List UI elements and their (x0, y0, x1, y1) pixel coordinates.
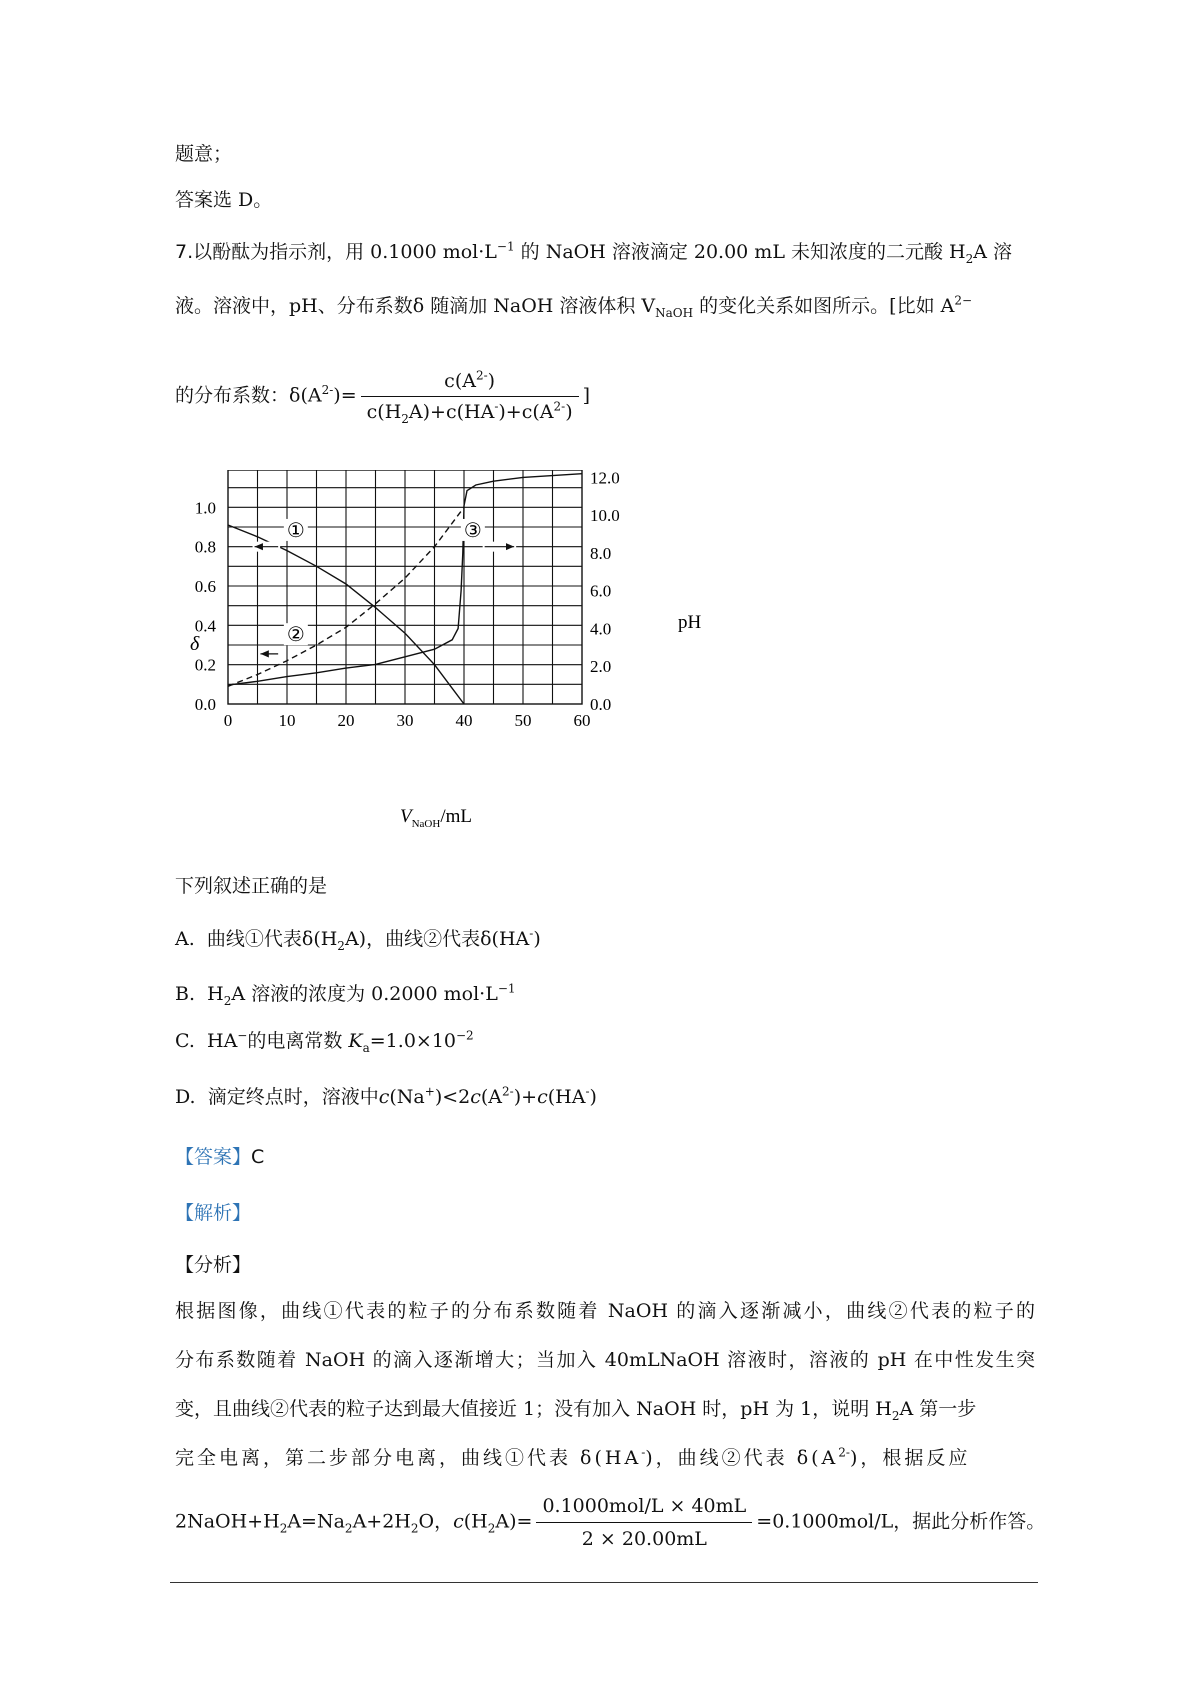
question-stem-line-3 (175, 368, 590, 425)
y-right-tick-label: 10.0 (590, 506, 620, 526)
x-tick-label: 30 (396, 711, 414, 730)
stem-text: 的分布系数： (175, 384, 290, 407)
subscript: 2 (487, 1521, 496, 1536)
x-tick-label: 0 (223, 711, 233, 730)
formula-text: ) (565, 401, 573, 423)
option-b (175, 980, 516, 1008)
intro-line-1: 题意； (175, 143, 233, 165)
analysis-line-2: 分布系数随着 NaOH 的滴入逐渐增大；当加入 40mLNaOH 溶液时，溶液的 pH 在中性发生突 (175, 1349, 1035, 1371)
y-right-tick-label: 8.0 (590, 543, 612, 563)
analysis-line-4 (175, 1444, 970, 1472)
formula-text: )+ (513, 1086, 538, 1108)
superscript: 2- (838, 1445, 850, 1460)
stem-text: A 溶 (973, 241, 1012, 263)
stem-text: 的变化关系如图所示。[比如 A (693, 295, 955, 317)
formula-text: )+c(A (498, 401, 554, 423)
formula-text: δ(A (289, 384, 322, 407)
y-right-tick-label: 4.0 (590, 619, 612, 639)
formula-text: (A (480, 1086, 503, 1108)
subscript: 2 (337, 938, 345, 953)
subscript: 2 (279, 1521, 288, 1536)
subscript: 2 (401, 411, 409, 426)
annotation-label: ③ (463, 519, 482, 542)
analysis-line-3 (175, 1395, 976, 1423)
question-stem-line-2 (175, 292, 972, 320)
x-tick-label: 40 (455, 711, 473, 730)
equation-text: A)= (495, 1510, 533, 1533)
annotation-label: ② (286, 624, 305, 647)
option-text: HA (207, 1030, 238, 1052)
stem-text: 以酚酞为指示剂，用 0.1000 mol·L (193, 241, 497, 263)
formula-text: )<2 (434, 1086, 471, 1108)
formula-text: ] (582, 384, 591, 407)
superscript: 2- (553, 399, 566, 414)
superscript: −1 (496, 239, 515, 254)
footer-divider (170, 1582, 1038, 1583)
y-axis-right-label: pH (678, 612, 702, 633)
superscript: - (529, 926, 534, 941)
x-axis-label (400, 806, 472, 830)
superscript: −1 (497, 981, 516, 996)
italic-symbol: c (537, 1086, 548, 1108)
option-c-label: C. (175, 1030, 195, 1052)
answer-line (175, 1143, 264, 1171)
y-right-tick-label: 0.0 (590, 695, 612, 714)
superscript: + (424, 1084, 435, 1099)
chart-grid (228, 470, 582, 704)
distribution-coefficient-fraction (361, 368, 579, 425)
chart-ticks (195, 470, 620, 730)
formula-text: )= (333, 384, 357, 407)
x-tick-label: 10 (278, 711, 296, 730)
y-left-tick-label: 0.0 (194, 695, 216, 714)
superscript: −2 (456, 1028, 474, 1043)
italic-symbol: c (470, 1086, 481, 1108)
option-d-label: D. (175, 1086, 196, 1108)
subscript: 2 (965, 251, 974, 266)
stem-text: 的 NaOH 溶液滴定 20.00 mL 未知浓度的二元酸 H (514, 241, 966, 263)
chart-annotations (253, 519, 517, 659)
x-axis-label-main: V (400, 806, 412, 827)
fraction-denominator: 2 × 20.00mL (581, 1528, 707, 1550)
formula-text: A) (344, 928, 367, 950)
question-prompt: 下列叙述正确的是 (175, 875, 328, 897)
fenxi-tag: 【分析】 (175, 1254, 252, 1276)
y-right-tick-label: 12.0 (590, 470, 620, 488)
question-stem-line-1 (175, 238, 1012, 266)
formula-text: c(A (444, 370, 476, 392)
option-text: ，曲线②代表 (366, 928, 481, 950)
option-d (175, 1083, 597, 1111)
subscript: a (362, 1040, 370, 1055)
formula-text: ) (589, 1086, 597, 1108)
subscript: 2 (223, 993, 232, 1008)
superscript: 2- (502, 1084, 514, 1099)
formula-text: ) (487, 370, 496, 392)
analysis-tag: 【解析】 (175, 1202, 252, 1224)
intro-line-2: 答案选 D。 (175, 189, 273, 211)
stem-text: 液。溶液中，pH、分布系数δ 随滴加 NaOH 溶液体积 V (175, 295, 656, 317)
option-text: =1.0×10 (369, 1030, 456, 1052)
analysis-line-1: 根据图像，曲线①代表的粒子的分布系数随着 NaOH 的滴入逐渐减小，曲线②代表的粒子的 (175, 1300, 1035, 1322)
option-text: A 溶液的浓度为 0.2000 mol·L (231, 983, 498, 1005)
superscript: - (585, 1084, 590, 1099)
analysis-line-5 (175, 1492, 1045, 1553)
formula-text: (Na (389, 1086, 425, 1108)
option-a (175, 925, 541, 953)
y-left-tick-label: 0.2 (194, 655, 216, 675)
option-a-label: A. (175, 928, 195, 950)
answer-tag: 【答案】 (175, 1146, 252, 1168)
option-text: 滴定终点时，溶液中 (207, 1086, 379, 1108)
y-right-tick-label: 6.0 (590, 581, 612, 601)
analysis-text: 变，且曲线②代表的粒子达到最大值接近 1；没有加入 NaOH 时，pH 为 1，说明 H (175, 1398, 892, 1420)
question-number: 7. (175, 241, 194, 263)
x-axis-label-sub: NaOH (411, 818, 441, 830)
x-axis-label-unit: /mL (440, 806, 472, 827)
option-text: H (207, 983, 224, 1005)
analysis-text: 完全电离，第二步部分电离，曲线①代表 δ(HA (175, 1447, 642, 1469)
formula-text: ) (533, 928, 541, 950)
equation-text: A+2H (352, 1510, 411, 1533)
equation-text: 2NaOH+H (175, 1510, 280, 1533)
formula-text: δ(HA (480, 928, 530, 950)
option-b-label: B. (175, 983, 196, 1005)
y-left-tick-label: 0.8 (194, 537, 216, 557)
y-axis-left-label: δ (190, 633, 200, 655)
titration-chart (190, 470, 730, 830)
concentration-fraction (536, 1492, 752, 1553)
analysis-text: )，曲线②代表 δ(A (645, 1447, 839, 1469)
superscript: - (641, 1445, 646, 1460)
formula-text: A)+c(HA (408, 401, 495, 423)
option-text: 的电离常数 (247, 1030, 349, 1052)
superscript: 2− (954, 293, 973, 308)
formula-text: δ(H (301, 928, 338, 950)
equation-text: (H (463, 1510, 488, 1533)
superscript: − (237, 1028, 248, 1043)
equation-text: O， (418, 1510, 454, 1533)
x-tick-label: 60 (573, 711, 591, 730)
y-right-tick-label: 2.0 (590, 657, 612, 677)
equation-text: A=Na (287, 1510, 345, 1533)
subscript: 2 (891, 1408, 900, 1423)
y-left-tick-label: 1.0 (194, 498, 216, 518)
subscript: 2 (410, 1521, 419, 1536)
analysis-text: A 第一步 (899, 1398, 977, 1420)
option-text: 曲线①代表 (206, 928, 302, 950)
answer-value: C (251, 1146, 265, 1168)
formula-text: c(H (366, 401, 402, 423)
fraction-numerator (361, 368, 579, 397)
fraction-denominator (361, 397, 579, 425)
subscript: NaOH (655, 305, 694, 320)
subscript: 2 (344, 1521, 353, 1536)
fraction-numerator: 0.1000mol/L × 40mL (536, 1492, 752, 1523)
x-tick-label: 20 (337, 711, 355, 730)
y-left-tick-label: 0.6 (194, 577, 216, 596)
italic-symbol: c (453, 1510, 464, 1533)
italic-symbol: K (348, 1030, 363, 1052)
superscript: 2- (321, 383, 334, 398)
option-c (175, 1027, 474, 1055)
analysis-text: )，根据反应 (849, 1447, 971, 1469)
equation-text: =0.1000mol/L，据此分析作答。 (756, 1510, 1046, 1533)
y-left-tick-label: 0.4 (194, 616, 216, 636)
x-tick-label: 50 (514, 711, 532, 730)
italic-symbol: c (378, 1086, 390, 1108)
superscript: - (494, 399, 499, 414)
annotation-label: ① (286, 519, 305, 542)
formula-text: (HA (547, 1086, 586, 1108)
superscript: 2- (475, 368, 488, 383)
